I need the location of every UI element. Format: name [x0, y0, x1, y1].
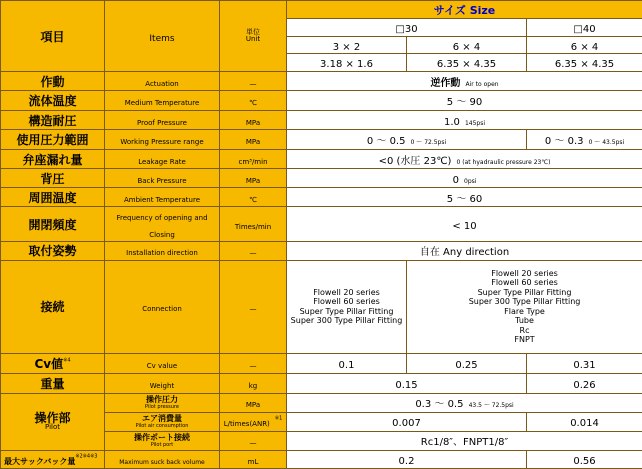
- row-label-jp: 重量: [1, 373, 105, 393]
- header-size-40: □40: [527, 18, 642, 36]
- row-label-jp: 作動: [1, 72, 105, 91]
- suck-back-value-30: 0.2: [287, 450, 527, 468]
- row-value: 0.3 ～ 0.5 43.5 ～ 72.5psi: [287, 393, 642, 412]
- connection-list-3x2: [287, 260, 407, 353]
- row-unit: —: [220, 260, 287, 353]
- consumption-value-40: 0.014: [527, 412, 642, 431]
- row-unit: MPa: [220, 130, 287, 150]
- row-label-en: Installation direction: [105, 241, 220, 260]
- row-unit: MPa: [220, 111, 287, 130]
- row-unit: —: [220, 241, 287, 260]
- list-item: Flowell 20 series: [407, 269, 642, 279]
- row-value: 逆作動 Air to open: [287, 72, 642, 91]
- row-value-30: 0 ～ 0.5 0 ～ 72.5psi: [287, 130, 527, 150]
- row-value-40: 0 ～ 0.3 0 ～ 43.5psi: [527, 130, 642, 150]
- row-value: 5 ～ 90: [287, 91, 642, 111]
- consumption-value-30: 0.007: [287, 412, 527, 431]
- row-label-jp: Cv値$^{※4}$: [1, 353, 105, 373]
- row-ambient-temperature: [1, 188, 642, 207]
- row-label-jp: 開閉頻度: [1, 207, 105, 242]
- header-item-jp: 項目: [1, 1, 105, 72]
- cv-value-1: 0.1: [287, 353, 407, 373]
- header-col3-a: 6 × 4: [527, 36, 642, 54]
- row-label-jp: 構造耐圧: [1, 111, 105, 130]
- row-value: 自在 Any direction: [287, 241, 642, 260]
- pilot-sub-label: 操作圧力 Pilot pressure: [105, 393, 220, 412]
- row-frequency: [1, 207, 642, 242]
- row-label-en: Frequency of opening and Closing: [105, 207, 220, 242]
- row-unit: kg: [220, 373, 287, 393]
- row-label-en: Connection: [105, 260, 220, 353]
- row-unit: mL: [220, 450, 287, 468]
- row-unit: Times/min: [220, 207, 287, 242]
- row-value: <0 (水圧 23℃) 0 (at hyadraulic pressure 23℃): [287, 150, 642, 169]
- row-leakage-rate: [1, 150, 642, 169]
- suck-back-value-40: 0.56: [527, 450, 642, 468]
- row-label-en: Back Pressure: [105, 169, 220, 188]
- list-item: Flare Type: [407, 307, 642, 317]
- header-item-en: Items: [105, 1, 220, 72]
- header-col2-a: 6 × 4: [407, 36, 527, 54]
- list-item: Super 300 Type Pillar Fitting: [407, 297, 642, 307]
- pilot-sub-label: 操作ポート接続 Pilot port: [105, 431, 220, 450]
- weight-value-30: 0.15: [287, 373, 527, 393]
- row-suck-back: [1, 450, 642, 468]
- row-value: < 10: [287, 207, 642, 242]
- row-label-en: Cv value: [105, 353, 220, 373]
- row-unit: cm³/min: [220, 150, 287, 169]
- row-back-pressure: [1, 169, 642, 188]
- row-label-jp: 使用圧力範囲: [1, 130, 105, 150]
- pilot-sub-label: エア消費量 Pilot air consumption: [105, 412, 220, 431]
- header-size-title: サイズ Size: [287, 1, 642, 19]
- row-label-en: Working Pressure range: [105, 130, 220, 150]
- row-label-jp: 弁座漏れ量: [1, 150, 105, 169]
- row-pilot-pressure: [1, 393, 642, 412]
- header-unit: 単位 Unit: [220, 1, 287, 72]
- row-value: 1.0 145psi: [287, 111, 642, 130]
- row-value: 0 0psi: [287, 169, 642, 188]
- row-unit: MPa: [220, 393, 287, 412]
- list-item: Super 300 Type Pillar Fitting: [287, 316, 406, 326]
- row-label-en: Medium Temperature: [105, 91, 220, 111]
- row-medium-temperature: [1, 91, 642, 111]
- row-label-jp: 流体温度: [1, 91, 105, 111]
- row-label-en: Actuation: [105, 72, 220, 91]
- row-proof-pressure: [1, 111, 642, 130]
- row-unit: —: [220, 72, 287, 91]
- list-item: Flowell 60 series: [287, 297, 406, 307]
- header-size-30: □30: [287, 18, 527, 36]
- header-col2-b: 6.35 × 4.35: [407, 54, 527, 72]
- row-connection: [1, 260, 642, 353]
- list-item: Super Type Pillar Fitting: [287, 307, 406, 317]
- row-label-en: Proof Pressure: [105, 111, 220, 130]
- connection-list-6x4: [407, 260, 642, 353]
- list-item: FNPT: [407, 335, 642, 345]
- header-col1-a: 3 × 2: [287, 36, 407, 54]
- row-unit: L/times(ANR) $^{※1}$: [220, 412, 287, 431]
- list-item: Tube: [407, 316, 642, 326]
- row-weight: [1, 373, 642, 393]
- row-label-en: Weight: [105, 373, 220, 393]
- row-cv-value: [1, 353, 642, 373]
- row-value: 5 ～ 60: [287, 188, 642, 207]
- row-working-pressure: [1, 130, 642, 150]
- row-actuation: [1, 72, 642, 91]
- row-installation: [1, 241, 642, 260]
- list-item: Rc: [407, 326, 642, 336]
- row-unit: MPa: [220, 169, 287, 188]
- row-label-jp: 取付姿勢: [1, 241, 105, 260]
- row-unit: —: [220, 353, 287, 373]
- list-item: Flowell 60 series: [407, 278, 642, 288]
- pilot-group-label: 操作部 Pilot: [1, 393, 105, 450]
- cv-value-2: 0.25: [407, 353, 527, 373]
- row-label-en: Maximum suck back volume: [105, 450, 220, 468]
- weight-value-40: 0.26: [527, 373, 642, 393]
- header-col3-b: 6.35 × 4.35: [527, 54, 642, 72]
- row-label-jp: 接続: [1, 260, 105, 353]
- list-item: Super Type Pillar Fitting: [407, 288, 642, 298]
- list-item: Flowell 20 series: [287, 288, 406, 298]
- row-label-jp: 最大サックバック量$^{※2※4※3}$: [1, 450, 105, 468]
- row-label-en: Ambient Temperature: [105, 188, 220, 207]
- cv-value-3: 0.31: [527, 353, 642, 373]
- row-value: Rc1/8″、FNPT1/8″: [287, 431, 642, 450]
- row-unit: —: [220, 431, 287, 450]
- row-label-jp: 周囲温度: [1, 188, 105, 207]
- row-unit: ℃: [220, 188, 287, 207]
- row-label-en: Leakage Rate: [105, 150, 220, 169]
- row-unit: ℃: [220, 91, 287, 111]
- header-col1-b: 3.18 × 1.6: [287, 54, 407, 72]
- row-label-jp: 背圧: [1, 169, 105, 188]
